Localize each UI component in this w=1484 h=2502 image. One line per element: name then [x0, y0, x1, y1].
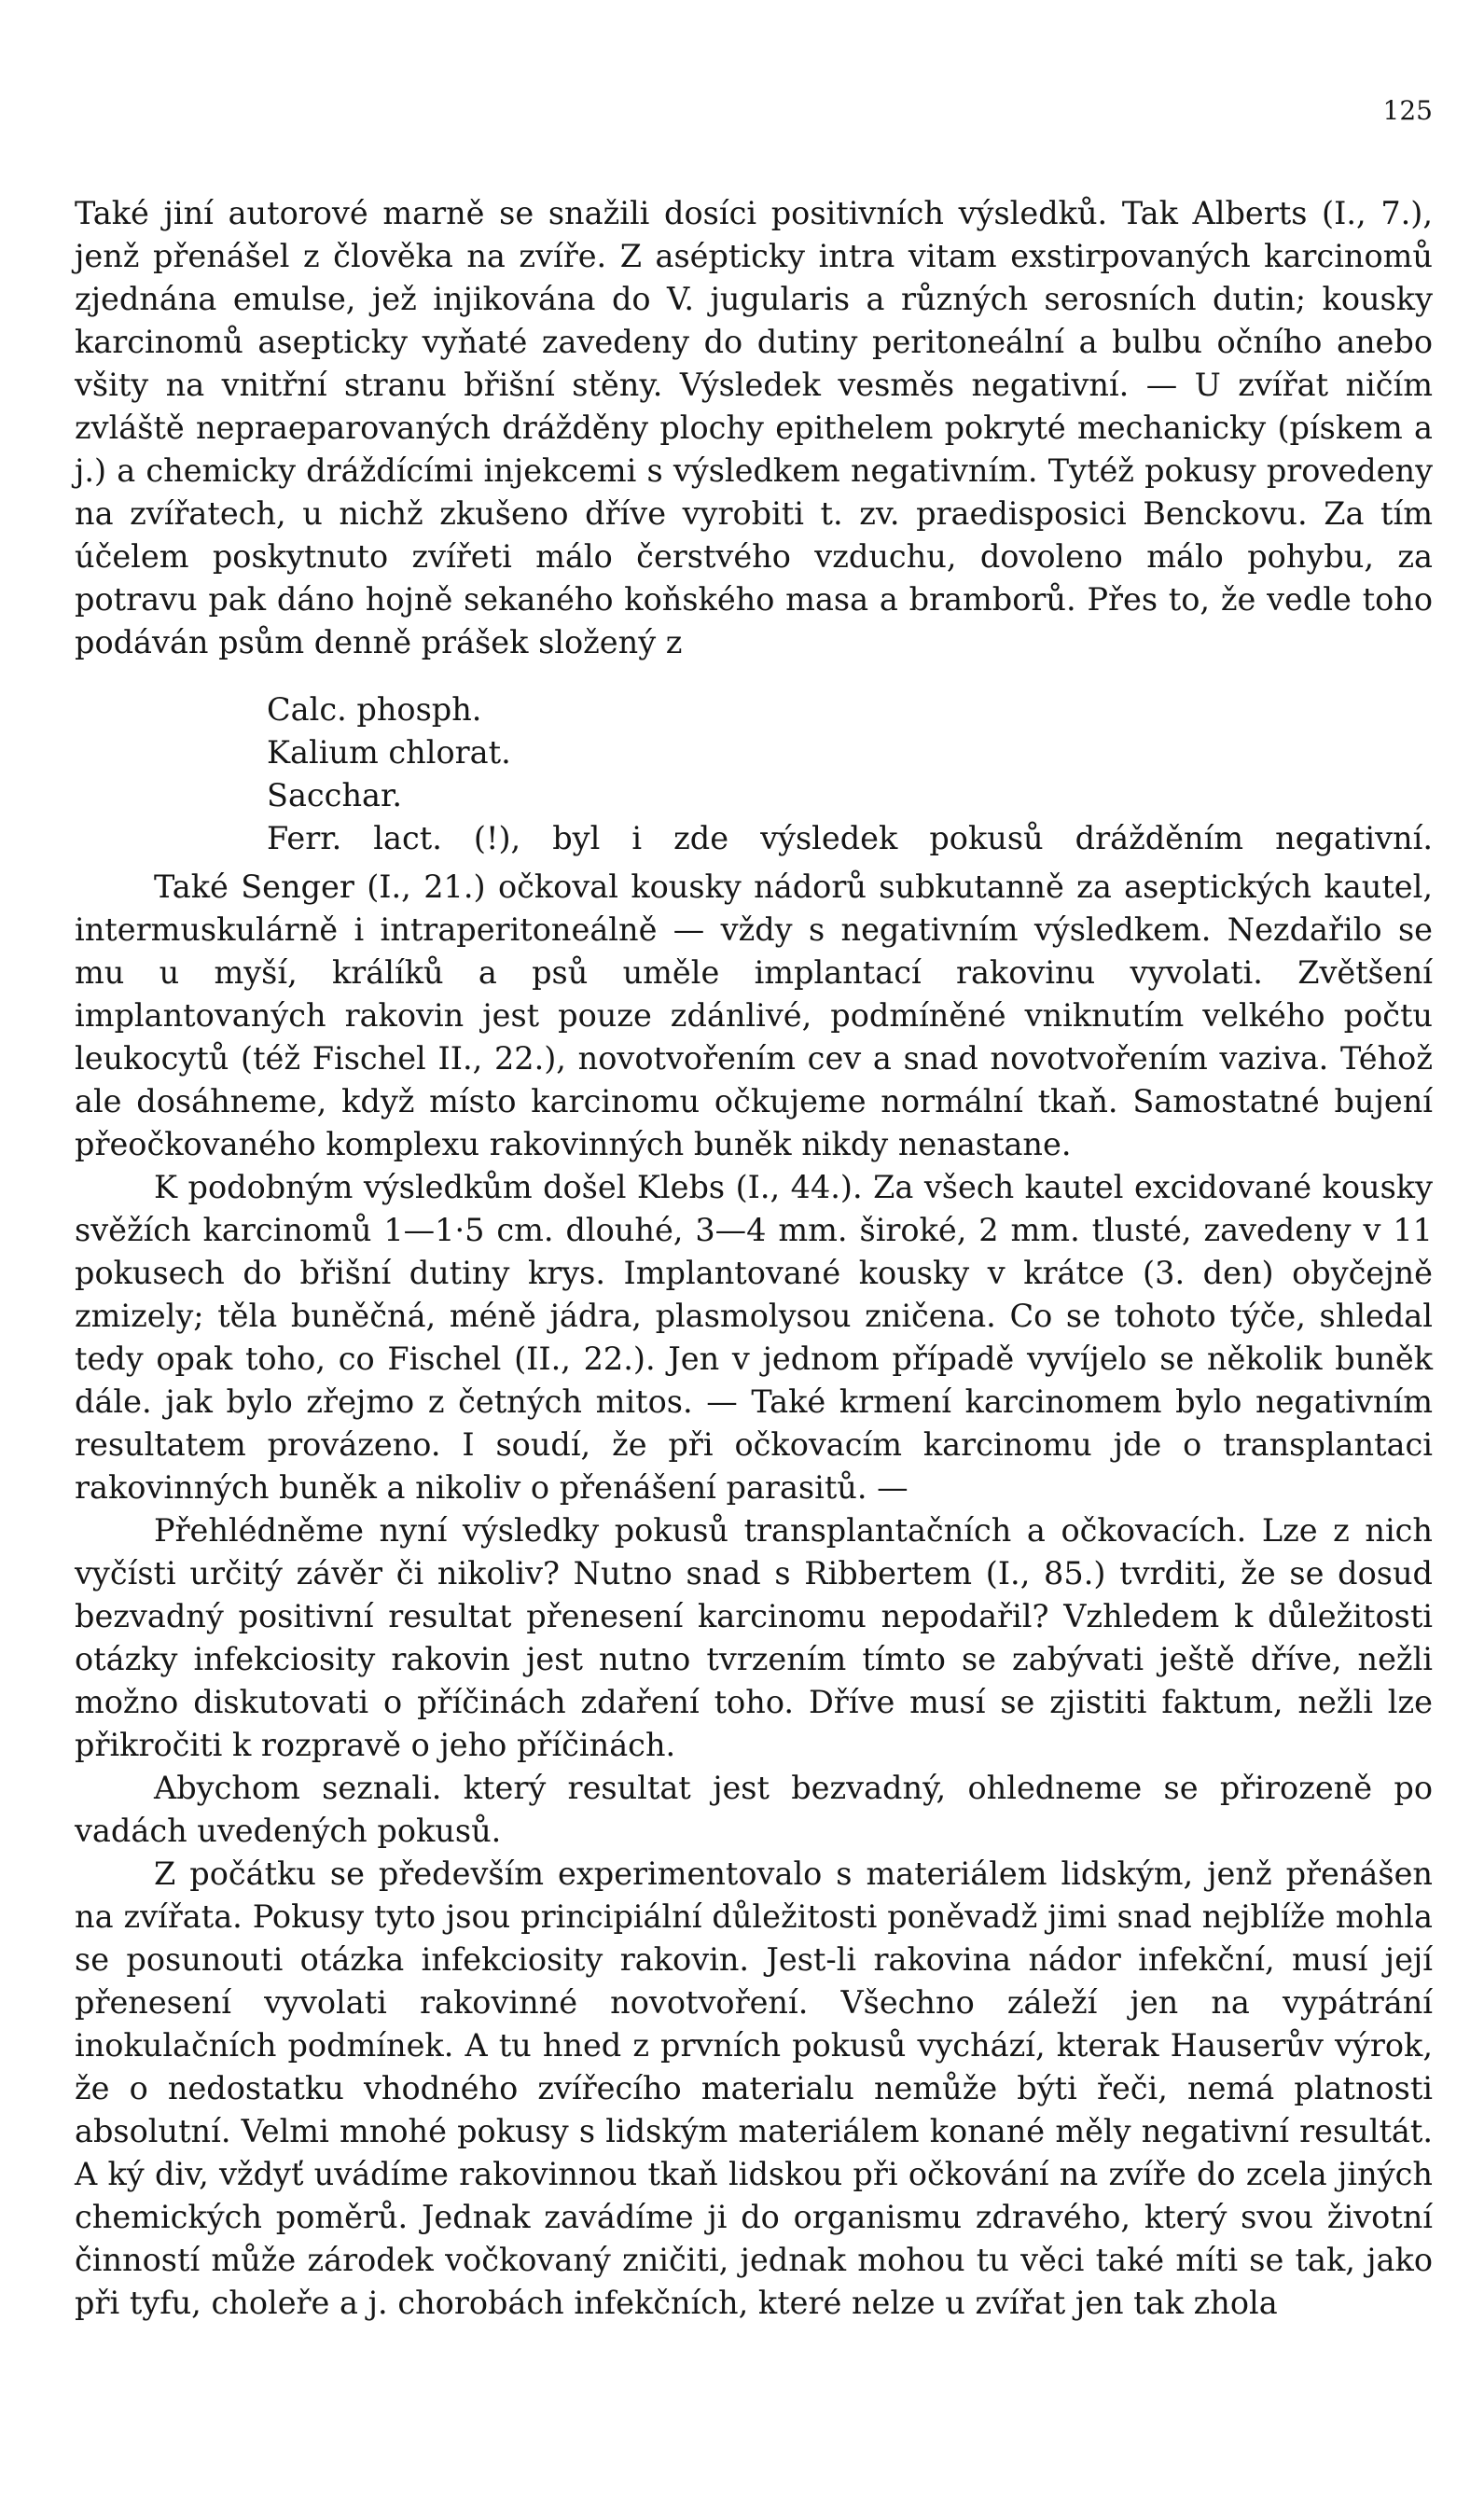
paragraph-4: Přehlédněme nyní výsledky pokusů transplantačních a očkovacích. Lze z nich vyčísti určitý závěr či nikoliv? Nutno snad s Ribbertem (I., 85.) tvrditi, že se dosud bezvadný positivní resultat přenesení karcinomu nepodařil? Vzhledem k důležitosti otázky infekciosity rakovin jest nutno tvrzením tímto se zabývati ještě dříve, nežli možno diskutovati o příčinách zdaření toho. Dříve musí se zjistiti faktum, nežli lze přikročiti k rozpravě o jeho příčinách.	[75, 1512, 1433, 1763]
prescription-item: Calc. phosph.	[267, 691, 482, 728]
paragraph-5: Abychom seznali. který resultat jest bezvadný, ohledneme se přirozeně po vadách uvedených pokusů.	[75, 1770, 1433, 1849]
page-number: 125	[1382, 95, 1433, 126]
paragraph-1: Také jiní autorové marně se snažili dosíci positivních výsledků. Tak Alberts (I., 7.), jenž přenášel z člověka na zvíře. Z asépticky intra vitam exstirpovaných karcinomů zjednána emulse, jež injikována do V. jugularis a různých serosních dutin; kousky karcinomů asepticky vyňaté zavedeny do dutiny peritoneální a bulbu očního anebo všity na vnitřní stranu břišní stěny. Výsledek vesměs negativní. — U zvířat ničím zvláště nepraeparovaných drážděny plochy epithelem pokryté mechanicky (pískem a j.) a chemicky dráždícími injekcemi s výsledkem negativním. Tytéž pokusy provedeny na zvířatech, u nichž zkušeno dříve vyrobiti t. zv. praedisposici Benckovu. Za tím účelem poskytnuto zvířeti málo čerstvého vzduchu, dovoleno málo pohybu, za potravu pak dáno hojně sekaného koňského masa a bramborů. Přes to, že vedle toho podáván psům denně prášek složený z	[75, 195, 1433, 660]
paragraph-6: Z počátku se především experimentovalo s materiálem lidským, jenž přenášen na zvířata. Pokusy tyto jsou principiální důležitosti poněvadž jimi snad nejblíže mohla se posunouti otázka infekciosity rakovin. Jest-li rakovina nádor infekční, musí její přenesení vyvolati rakovinné novotvoření. Všechno záleží jen na vypátrání inokulačních podmínek. A tu hned z prvních pokusů vychází, kterak Hauserův výrok, že o nedostatku vhodného zvířecího materialu nemůže býti řeči, nemá platnosti absolutní. Velmi mnohé pokusy s lidským materiálem konané měly negativní resultát. A ký div, vždyť uvádíme rakovinnou tkaň lidskou při očkování na zvíře do zcela jiných chemických poměrů. Jednak zavádíme ji do organismu zdravého, který svou životní činností může zárodek vočkovaný zničiti, jednak mohou tu věci také míti se tak, jako při tyfu, choleře a j. chorobách infekčních, které nelze u zvířat jen tak zhola	[75, 1856, 1433, 2321]
prescription-item-last: Ferr. lact. (!), byl i zde výsledek pokusů drážděním negativní.	[267, 820, 1433, 856]
prescription-item: Sacchar.	[267, 777, 402, 813]
paragraph-2: Také Senger (I., 21.) očkoval kousky nádorů subkutanně za aseptických kautel, intermuskulárně i intraperitoneálně — vždy s negativním výsledkem. Nezdařilo se mu u myší, králíků a psů uměle implantací rakovinu vyvolati. Zvětšení implantovaných rakovin jest pouze zdánlivé, podmíněné vniknutím velkého počtu leukocytů (též Fischel II., 22.), novotvořením cev a snad novotvořením vaziva. Téhož ale dosáhneme, když místo karcinomu očkujeme normální tkaň. Samostatné bujení přeočkovaného komplexu rakovinných buněk nikdy nenastane.	[75, 869, 1433, 1162]
prescription-list	[75, 688, 1433, 860]
prescription-item: Kalium chlorat.	[267, 734, 511, 771]
paragraph-3: K podobným výsledkům došel Klebs (I., 44.). Za všech kautel excidované kousky svěžích karcinomů 1—1·5 cm. dlouhé, 3—4 mm. široké, 2 mm. tlusté, zavedeny v 11 pokusech do břišní dutiny krys. Implantované kousky v krátce (3. den) obyčejně zmizely; těla buněčná, méně jádra, plasmolysou zničena. Co se tohoto týče, shledal tedy opak toho, co Fischel (II., 22.). Jen v jednom případě vyvíjelo se několik buněk dále. jak bylo zřejmo z četných mitos. — Také krmení karcinomem bylo negativním resultatem provázeno. I soudí, že při očkovacím karcinomu jde o transplantaci rakovinných buněk a nikoliv o přenášení parasitů. —	[75, 1169, 1433, 1506]
document-body	[75, 192, 1433, 2325]
